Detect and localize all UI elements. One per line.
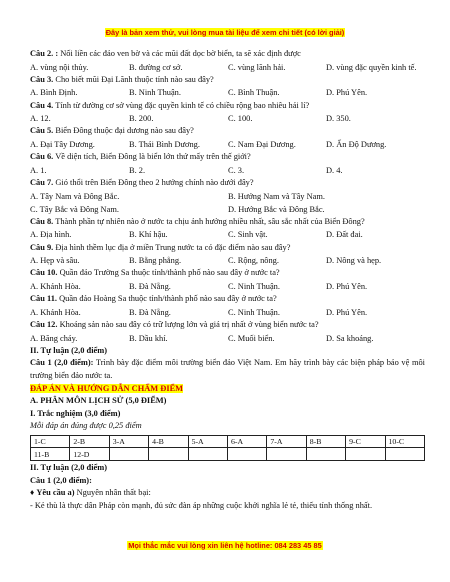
question-stem xyxy=(30,177,425,190)
question-text: Nối liền các đảo ven bờ và các mũi đất dọc bờ biển, ta sẽ xác định được xyxy=(58,49,301,58)
question-text: Về diện tích, Biển Đông là biển lớn thứ mấy trên thế giới? xyxy=(53,152,251,162)
preview-banner-text: Đây là bản xem thử, vui lòng mua tài liệu để xem chi tiết (có lời giải) xyxy=(105,28,345,37)
answer-cell xyxy=(267,448,306,461)
question-text: Thành phần tự nhiên nào ở nước ta chịu ảnh hưởng nhiều nhất, sâu sắc nhất của Biển Đông? xyxy=(53,216,365,226)
question-number: Câu 3. xyxy=(30,74,54,84)
answer-option: A. Hẹp và sâu. xyxy=(30,256,80,266)
answer-option: A. 1. xyxy=(30,165,47,175)
question-number: Câu 4. xyxy=(30,100,54,110)
answer-option: C. Rộng, nông. xyxy=(228,256,279,266)
answer-option: B. Thái Bình Dương. xyxy=(129,139,200,149)
requirement-text: Nguyên nhân thất bại: xyxy=(74,488,151,498)
answer-cell: 11-B xyxy=(31,448,70,461)
document-content xyxy=(30,48,425,512)
answer-option: B. Hướng Nam và Tây Nam. xyxy=(228,191,325,201)
option-row xyxy=(30,332,425,345)
question-text: Biển Đông thuộc đại dương nào sau đây? xyxy=(53,126,194,136)
question-number: Câu 8. xyxy=(30,216,54,226)
answer-table xyxy=(30,435,425,461)
answer-option: D. Nông và hẹp. xyxy=(326,256,382,266)
answer-option: B. 2. xyxy=(129,165,146,175)
answer-cell xyxy=(346,448,385,461)
essay-label: Câu 1 (2,0 điểm): xyxy=(30,358,94,368)
q1-heading: Câu 1 (2,0 điểm): xyxy=(30,475,92,485)
answer-cell xyxy=(109,448,148,461)
question-text: Quần đảo Hoàng Sa thuộc tỉnh/thành phố nào sau đây ở nước ta? xyxy=(57,294,277,304)
answer-cell: 6-A xyxy=(227,435,266,448)
answer-cell xyxy=(385,448,424,461)
section-a-heading: A. PHÂN MÔN LỊCH SỬ (5,0 ĐIỂM) xyxy=(30,396,167,406)
question-text: Quần đảo Trường Sa thuộc tỉnh/thành phố nào sau đây ở nước ta? xyxy=(57,268,280,278)
option-row xyxy=(30,164,425,177)
answer-option: D. vùng đặc quyền kinh tế. xyxy=(326,62,417,72)
answer-cell xyxy=(227,448,266,461)
essay-text: Trình bày đặc điểm môi trường biển đảo Việt Nam. Em hãy trình bày các biện pháp bảo vệ môi trường biển đảo nước ta. xyxy=(30,358,425,380)
part2-heading: II. Tự luận (2,0 điểm) xyxy=(30,345,108,355)
option-row xyxy=(30,203,425,216)
answer-option: C. Nam Đại Dương. xyxy=(228,139,296,149)
mc-note: Mỗi đáp án đúng được 0,25 điểm xyxy=(30,421,142,431)
question-number: Câu 6. xyxy=(30,152,54,162)
question-stem xyxy=(30,319,425,332)
answer-option: A. vùng nội thủy. xyxy=(30,62,89,72)
answer-option: C. Ninh Thuận. xyxy=(228,307,280,317)
question-text: Tính từ đường cơ sở vùng đặc quyền kinh tế có chiều rộng bao nhiêu hải lí? xyxy=(53,100,310,110)
answer-option: C. Tây Bắc và Đông Nam. xyxy=(30,204,119,214)
question-number: Câu 5. xyxy=(30,126,54,136)
bullet-icon: ♦ xyxy=(30,488,35,498)
answer-option: B. Khí hậu. xyxy=(129,230,168,240)
answer-option: A. 12. xyxy=(30,114,51,124)
answer-cell: 7-A xyxy=(267,435,306,448)
answer-option: C. Muối biển. xyxy=(228,333,275,343)
answer-option: B. Đà Nẵng. xyxy=(129,307,171,317)
answer-cell: 12-D xyxy=(70,448,109,461)
question-stem xyxy=(30,100,425,113)
option-row xyxy=(30,61,425,74)
question-text: Gió thổi trên Biển Đông theo 2 hướng chính nào dưới đây? xyxy=(53,177,254,187)
answer-cell: 9-C xyxy=(346,435,385,448)
question-stem xyxy=(30,48,425,61)
answer-table-row xyxy=(31,448,425,461)
preview-banner xyxy=(0,22,450,40)
question-stem xyxy=(30,242,425,255)
question-stem xyxy=(30,293,425,306)
answer-option: B. đường cơ sở. xyxy=(129,62,183,72)
answer-option: D. Hướng Bắc và Đông Bắc. xyxy=(228,204,325,214)
answer-heading: ĐÁP ÁN VÀ HƯỚNG DẪN CHẤM ĐIỂM xyxy=(30,383,184,393)
answer-cell xyxy=(149,448,188,461)
answer-cell: 10-C xyxy=(385,435,424,448)
answer-cell xyxy=(188,448,227,461)
answer-option: B. Dầu khí. xyxy=(129,333,168,343)
answer-table-row xyxy=(31,435,425,448)
answer-option: A. Khánh Hòa. xyxy=(30,282,81,292)
option-row xyxy=(30,112,425,125)
option-row xyxy=(30,280,425,293)
option-row xyxy=(30,86,425,99)
answer-option: D. 4. xyxy=(326,165,343,175)
answer-option: C. Ninh Thuận. xyxy=(228,282,280,292)
question-text: Cho biết mũi Đại Lãnh thuộc tỉnh nào sau đây? xyxy=(53,74,214,84)
answer-option: D. Phú Yên. xyxy=(326,88,368,98)
question-number: Câu 9. xyxy=(30,242,54,252)
answer-option: D. Ấn Độ Dương. xyxy=(326,139,387,149)
question-number: Câu 10. xyxy=(30,268,58,278)
question-number: Câu 12. xyxy=(30,320,58,329)
answer-cell: 4-B xyxy=(149,435,188,448)
question-list xyxy=(30,48,425,345)
answer-option: D. Sa khoáng. xyxy=(326,333,374,343)
answer-option: C. 3. xyxy=(228,165,245,175)
option-row xyxy=(30,190,425,203)
explanation-line: - Kẻ thù là thực dân Pháp còn mạnh, đủ sức đàn áp những cuộc khởi nghĩa lẻ tẻ, thiếu tính thống nhất. xyxy=(30,500,373,510)
question-number: Câu 2. : xyxy=(30,49,59,58)
answer-heading-line xyxy=(30,383,425,396)
answer-option: C. 100. xyxy=(228,114,253,124)
answer-cell xyxy=(306,448,345,461)
answer-option: B. 200. xyxy=(129,114,154,124)
question-stem xyxy=(30,125,425,138)
question-text: Địa hình thềm lục địa ở miền Trung nước ta có đặc điểm nào sau đây? xyxy=(53,242,291,252)
answer-option: A. Khánh Hòa. xyxy=(30,307,81,317)
hotline-footer-text: Mọi thắc mắc vui lòng xin liên hệ hotline: 084 283 45 85 xyxy=(128,541,322,550)
option-row xyxy=(30,138,425,151)
answer-option: B. Đà Nẵng. xyxy=(129,282,171,292)
answer-option: D. 350. xyxy=(326,114,351,124)
answer-cell: 2-B xyxy=(70,435,109,448)
answer-option: C. Bình Thuận. xyxy=(228,88,280,98)
answer-option: D. Đất đai. xyxy=(326,230,363,240)
question-stem xyxy=(30,74,425,87)
option-row xyxy=(30,228,425,241)
answer-option: C. vùng lãnh hải. xyxy=(228,62,286,72)
answer-cell: 8-B xyxy=(306,435,345,448)
answer-option: A. Băng cháy. xyxy=(30,333,78,343)
hotline-footer xyxy=(0,535,450,553)
question-stem xyxy=(30,267,425,280)
question-number: Câu 11. xyxy=(30,294,57,304)
mc-heading: I. Trắc nghiệm (3,0 điểm) xyxy=(30,408,121,418)
answer-option: A. Địa hình. xyxy=(30,230,72,240)
answer-cell: 5-A xyxy=(188,435,227,448)
answer-option: D. Phú Yên. xyxy=(326,307,368,317)
requirement-label: Yêu cầu a) xyxy=(36,488,75,498)
answer-option: A. Bình Định. xyxy=(30,88,78,98)
requirement-line xyxy=(30,487,425,500)
essay-question xyxy=(30,357,425,382)
answer-cell: 1-C xyxy=(31,435,70,448)
answer-option: B. Bằng phẳng. xyxy=(129,256,182,266)
question-stem xyxy=(30,216,425,229)
answer-option: A. Đại Tây Dương. xyxy=(30,139,95,149)
question-text: Khoáng sản nào sau đây có trữ lượng lớn và giá trị nhất ở vùng biển nước ta? xyxy=(57,320,319,329)
answer-option: D. Phú Yên. xyxy=(326,282,368,292)
option-row xyxy=(30,254,425,267)
part2-heading-2: II. Tự luận (2,0 điểm) xyxy=(30,462,108,472)
question-stem xyxy=(30,151,425,164)
option-row xyxy=(30,306,425,319)
answer-option: A. Tây Nam và Đông Bắc. xyxy=(30,191,120,201)
question-number: Câu 7. xyxy=(30,177,54,187)
answer-cell: 3-A xyxy=(109,435,148,448)
answer-option: C. Sinh vật. xyxy=(228,230,268,240)
answer-option: B. Ninh Thuận. xyxy=(129,88,181,98)
